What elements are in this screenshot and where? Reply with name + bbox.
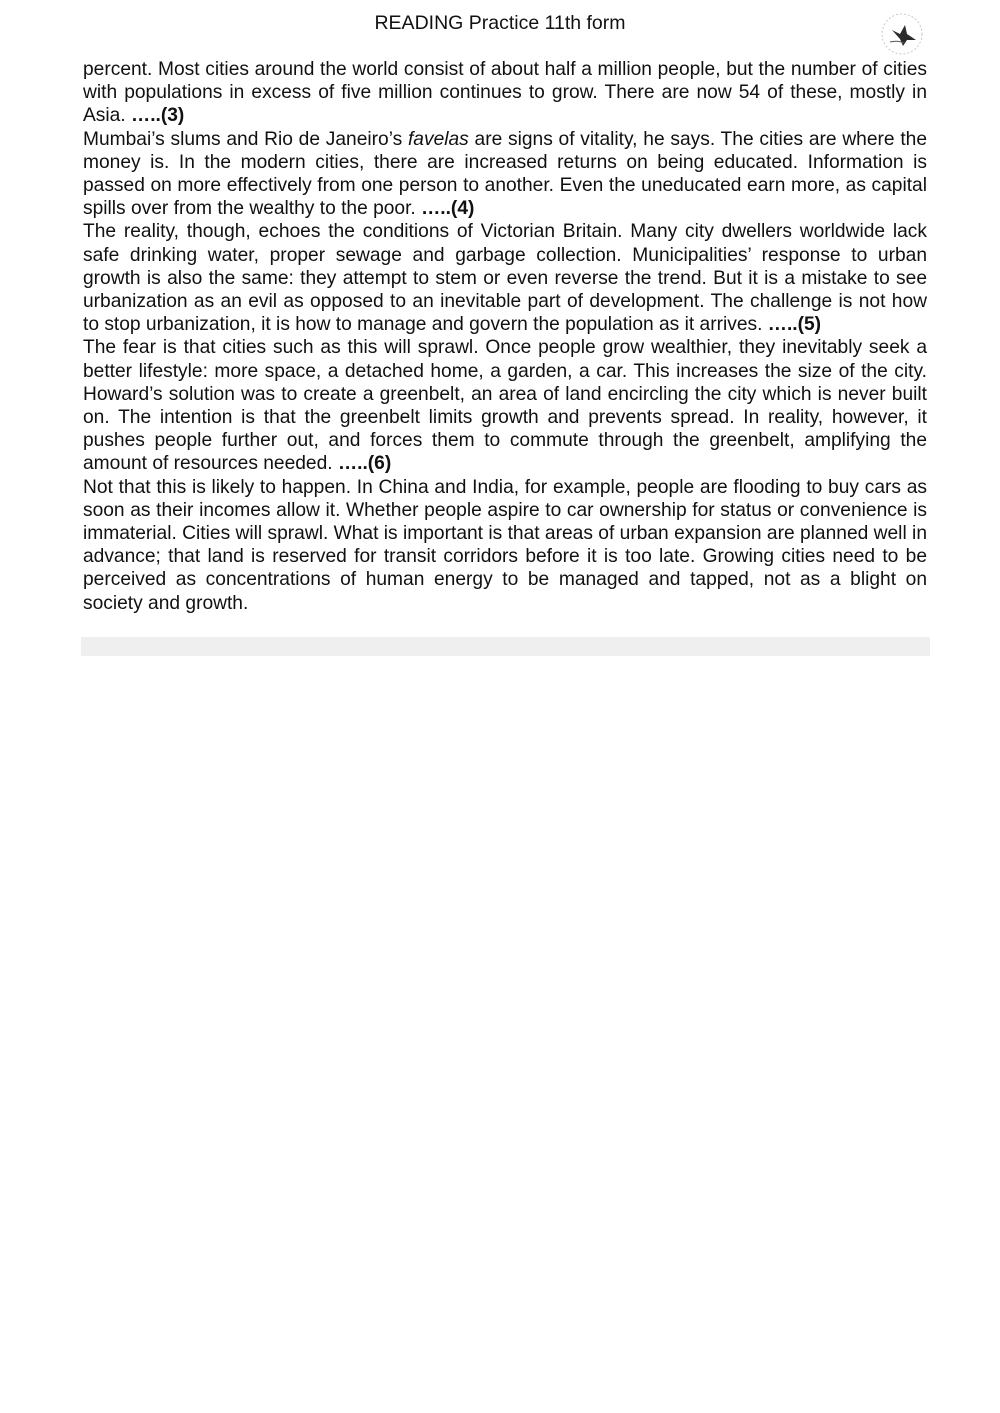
gap-marker-5: …..(5) (767, 314, 822, 336)
paragraph-4: Mumbai’s slums and Rio de Janeiro’s favelas are signs of vitality, he says. The cities are where the money is. In the modern cities, there are increased returns on being educated. Information is passed on more effectively from one person to another. Even the uneducated earn more, as capital spills over from the wealthy to the poor. …..(4) (83, 128, 927, 220)
gap-marker-3: …..(3) (131, 105, 185, 127)
divider-bar (81, 637, 930, 656)
gap-marker-4: …..(4) (421, 198, 475, 220)
paragraph-3: percent. Most cities around the world consist of about half a million people, but the number of cities with populations in excess of five million continues to grow. There are now 54 of these, mostly in Asia. …..(3) (83, 59, 927, 127)
paragraph-7: Not that this is likely to happen. In China and India, for example, people are flooding to buy cars as soon as their incomes allow it. Whether people aspire to car ownership for status or convenience is immaterial. Cities will sprawl. What is important is that areas of urban expansion are planned well in advance; that land is reserved for transit corridors before it is too late. Growing cities need to be perceived as concentrations of human energy to be managed and tapped, not as a blight on society and growth. (83, 476, 927, 614)
gap-marker-6: …..(6) (337, 453, 392, 475)
reading-text (83, 58, 927, 615)
page-header (0, 10, 1000, 36)
italic-term: favelas (407, 128, 469, 150)
paragraph-6: The fear is that cities such as this will sprawl. Once people grow wealthier, they inevitably seek a better lifestyle: more space, a detached home, a garden, a car. This increases the size of the city. Howard’s solution was to create a greenbelt, an area of land encircling the city which is never built on. The intention is that the greenbelt limits growth and prevents spread. In reality, however, it pushes people further out, and forces them to commute through the greenbelt, amplifying the amount of resources needed. …..(6) (83, 337, 927, 475)
bird-seal-icon (878, 10, 926, 58)
page-title: READING Practice 11th form (374, 12, 626, 34)
paragraph-5: The reality, though, echoes the conditions of Victorian Britain. Many city dwellers worldwide lack safe drinking water, proper sewage and garbage collection. Municipalities’ response to urban growth is also the same: they attempt to stem or even reverse the trend. But it is a mistake to see urbanization as an evil as opposed to an inevitable part of development. The challenge is not how to stop urbanization, it is how to manage and govern the population as it arrives. …..(5) (83, 221, 927, 336)
